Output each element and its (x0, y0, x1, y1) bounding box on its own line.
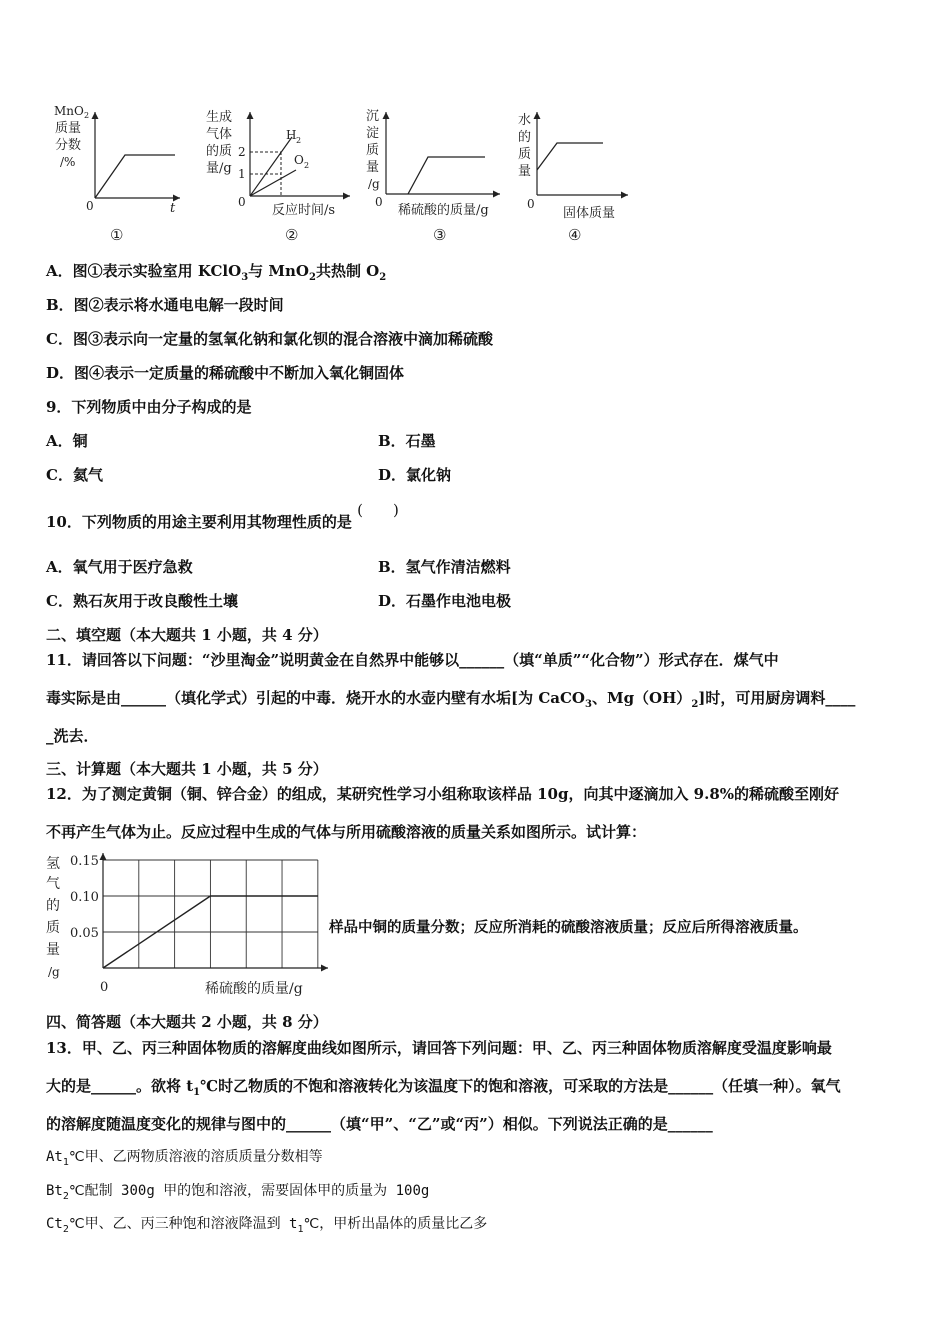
q9-option-c: C．氦气 (46, 466, 103, 484)
g2-origin: 0 (238, 195, 246, 209)
q13-line-1: 13．甲、乙、丙三种固体物质的溶解度曲线如图所示，请回答下列问题：甲、乙、丙三种固体物质溶解度受温度影响最 (46, 1039, 832, 1057)
g3-curve (408, 157, 485, 194)
q12-line-2: 不再产生气体为止。反应过程中生成的气体与所用硫酸溶液的质量关系如图所示。试计算： (46, 823, 647, 841)
g2-h2-line (250, 137, 292, 196)
q12-y-ticks (70, 854, 99, 941)
q13-option-b (46, 1181, 429, 1207)
q12-origin: 0 (100, 980, 109, 995)
g3-xlabel: 稀硫酸的质量/g (398, 203, 489, 218)
g1-ylabel-0: MnO (54, 104, 84, 118)
q9-option-b: B．石墨 (378, 432, 436, 450)
g2-ylabel-1: 气体 (206, 127, 233, 142)
g3-ylabel-2: 质 (366, 143, 380, 158)
q12-line-1: 12．为了测定黄铜（铜、锌合金）的组成，某研究性学习小组称取该样品 10g，向其中逐滴加入 9.8%的稀硫酸至刚好 (46, 785, 840, 803)
g1-number: ① (110, 226, 124, 244)
q13-l2-pre: 大的是______。欲将 t (46, 1077, 194, 1095)
g2-ylabel-2: 的质 (206, 144, 233, 159)
g3-ylabel-4: /g (368, 177, 380, 191)
graph-3 (366, 109, 500, 244)
g2-h2-sub: 2 (296, 136, 302, 145)
q8-a-sub2: 2 (308, 272, 316, 283)
q12-ylabel-5: /g (48, 965, 60, 979)
g3-ylabel-0: 沉 (366, 109, 380, 124)
q13-option-c (46, 1214, 487, 1240)
section-2-heading: 二、填空题（本大题共 1 小题，共 4 分） (46, 626, 328, 644)
g3-ylabel-3: 量 (366, 160, 380, 175)
section-3-heading: 三、计算题（本大题共 1 小题，共 5 分） (46, 760, 328, 778)
q13-a-pre: At (46, 1149, 63, 1165)
q13-c-pre: Ct (46, 1216, 63, 1232)
g1-xlabel: t (170, 201, 176, 216)
g4-number: ④ (568, 226, 582, 244)
q12-chart-grid (103, 860, 318, 968)
q12-ylabel-4: 量 (46, 942, 60, 958)
g2-number: ② (285, 226, 299, 244)
g4-xlabel: 固体质量 (563, 206, 616, 221)
q13-b-post: ℃配制 300g 甲的饱和溶液，需要固体甲的质量为 100g (68, 1183, 430, 1199)
q11-l2-post: ]时，可用厨房调料____ (698, 689, 856, 707)
q12-tail: 样品中铜的质量分数；反应所消耗的硫酸溶液质量；反应后所得溶液质量。 (329, 919, 808, 936)
q13-option-a (46, 1147, 323, 1173)
q11-line-1: 11．请回答以下问题：“沙里淘金”说明黄金在自然界中能够以______（填“单质”“化合物”）形式存在．煤气中 (46, 651, 779, 669)
q8-option-b: B．图②表示将水通电电解一段时间 (46, 296, 284, 314)
q8-a-pre: A．图①表示实验室用 KClO (46, 262, 242, 280)
q10-option-a: A．氧气用于医疗急救 (46, 558, 193, 576)
q11-l2-sub1: 3 (585, 699, 592, 710)
g2-ytick-2: 2 (238, 145, 246, 159)
q13-c-mid: ℃甲、乙、丙三种饱和溶液降温到 t (68, 1216, 298, 1232)
q13-c-sub: 2 (62, 1223, 69, 1235)
g3-ylabel-1: 淀 (366, 126, 380, 141)
q10-option-d: D．石墨作电池电极 (378, 592, 512, 610)
g4-ylabel-2: 质 (518, 147, 532, 162)
q12-ylabel-0: 氢 (46, 856, 60, 872)
g2-h2-label: H (286, 128, 297, 142)
g4-origin: 0 (527, 197, 535, 211)
q9-option-a: A．铜 (46, 432, 88, 450)
q11-l2-pre: 毒实际是由______（填化学式）引起的中毒．烧开水的水壶内壁有水垢[为 CaCO (46, 689, 585, 707)
graph-4 (518, 112, 628, 244)
y-tick-label: 0.05 (70, 926, 99, 941)
q13-b-pre: Bt (46, 1183, 63, 1199)
g4-ylabel-3: 量 (518, 164, 532, 179)
g4-ylabel-1: 的 (518, 130, 532, 145)
q12-ylabel-1: 气 (46, 876, 60, 892)
q11-l2-sub2: 2 (691, 699, 699, 710)
g3-number: ③ (433, 226, 447, 244)
q13-b-sub: 2 (62, 1190, 69, 1202)
q13-c-post: ℃，甲析出晶体的质量比乙多 (303, 1216, 488, 1232)
g2-ylabel-3: 量/g (206, 161, 232, 176)
graphs-row (0, 0, 950, 250)
q8-option-d: D．图④表示一定质量的稀硫酸中不断加入氧化铜固体 (46, 364, 405, 382)
q8-option-c: C．图③表示向一定量的氢氧化钠和氯化钡的混合溶液中滴加稀硫酸 (46, 330, 493, 348)
g1-ylabel-3: /% (60, 155, 76, 169)
g4-ylabel-0: 水 (518, 113, 532, 128)
graph-1 (54, 104, 180, 244)
q8-a-sub3: 2 (379, 272, 387, 283)
graph-2 (206, 109, 350, 244)
q13-line-3: 的溶解度随温度变化的规律与图中的______（填“甲”、“乙”或“丙”）相似。下列说法正确的是______ (46, 1115, 713, 1133)
q13-l2-post: ℃时乙物质的不饱和溶液转化为该温度下的饱和溶液，可采取的方法是______（任填一种）。氧气 (200, 1077, 841, 1095)
g2-ytick-1: 1 (238, 167, 246, 181)
g2-o2-sub: 2 (304, 161, 310, 170)
q12-chart (40, 850, 340, 1000)
g3-origin: 0 (375, 195, 383, 209)
q9-stem: 9．下列物质中由分子构成的是 (46, 398, 252, 416)
q8-a-mid: 与 MnO (248, 262, 309, 280)
g1-ylabel-1: 质量 (55, 121, 82, 136)
q11-l2-mid: 、Mg（OH） (591, 689, 692, 707)
y-tick-label: 0.15 (70, 854, 99, 869)
g2-o2-label: O (294, 153, 304, 167)
q9-option-d: D．氯化钠 (378, 466, 452, 484)
g1-ylabel-2: 分数 (55, 138, 82, 153)
q10-option-c: C．熟石灰用于改良酸性土壤 (46, 592, 238, 610)
section-4-heading: 四、简答题（本大题共 2 小题，共 8 分） (46, 1013, 328, 1031)
q8-a-post: 共热制 O (315, 262, 380, 280)
g1-curve (95, 155, 175, 198)
q13-a-post: ℃甲、乙两物质溶液的溶质质量分数相等 (68, 1149, 323, 1165)
q12-ylabel-3: 质 (46, 920, 60, 936)
g2-ylabel-0: 生成 (206, 110, 233, 125)
g2-xlabel: 反应时间/s (272, 203, 336, 218)
q11-line-2 (46, 688, 855, 715)
g1-mno-sub: 2 (84, 111, 90, 120)
q13-line-2 (46, 1076, 841, 1103)
q11-line-3: _洗去． (46, 727, 99, 745)
q10-option-b: B．氢气作清洁燃料 (378, 558, 511, 576)
g4-curve (537, 143, 603, 170)
q13-c-sub2: 1 (297, 1223, 304, 1235)
q13-a-sub: 1 (62, 1156, 69, 1168)
q12-ylabel-2: 的 (46, 898, 60, 914)
q8-a-sub1: 3 (241, 272, 249, 283)
g1-origin: 0 (86, 199, 94, 213)
y-tick-label: 0.10 (70, 890, 99, 905)
q10-paren: ( ) (357, 501, 399, 519)
q12-xlabel: 稀硫酸的质量/g (205, 981, 303, 997)
q10-stem-text: 10．下列物质的用途主要利用其物理性质的是 (46, 513, 352, 531)
q10-stem (46, 501, 399, 532)
q8-option-a (46, 261, 386, 288)
q13-l2-sub: 1 (193, 1087, 201, 1098)
